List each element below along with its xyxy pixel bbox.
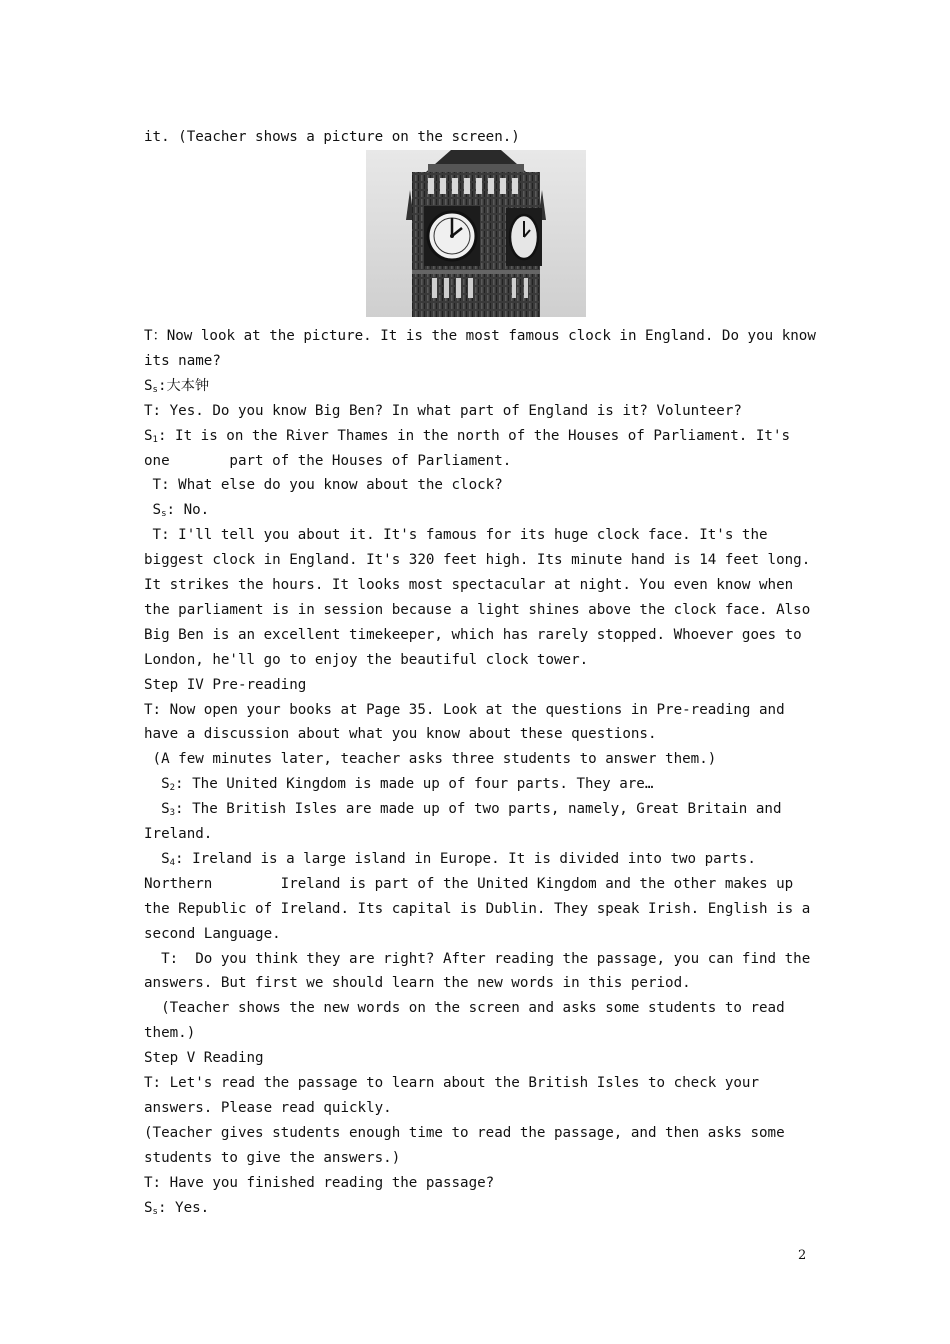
line-text: the parliament is in session because a light shines above the clock face. Also	[144, 601, 811, 618]
text-line	[144, 352, 221, 370]
text-line	[144, 501, 209, 519]
text-line	[144, 800, 782, 818]
line-text: : Ireland is a large island in Europe. It is divided into two parts.	[175, 850, 756, 867]
text-line	[144, 999, 785, 1017]
text-line	[144, 526, 768, 544]
text-line	[144, 925, 281, 943]
speaker-label: S	[144, 502, 162, 519]
text-line	[144, 576, 793, 594]
line-text: Step IV Pre-reading	[144, 676, 307, 693]
text-line	[144, 651, 588, 669]
line-text: (A few minutes later, teacher asks three students to answer them.)	[144, 751, 717, 768]
text-line	[144, 1074, 759, 1092]
line-text: the Republic of Ireland. Its capital is Dublin. They speak Irish. English is a	[144, 900, 811, 917]
line-text: Ireland.	[144, 826, 213, 842]
text-line	[144, 1149, 400, 1167]
line-text: answers. But first we should learn the new words in this period.	[144, 975, 691, 992]
text-line	[144, 1049, 264, 1067]
speaker-subscript: s	[152, 384, 158, 395]
text-line	[144, 1099, 392, 1117]
line-text: (Teacher gives students enough time to read the passage, and then asks some	[144, 1124, 785, 1141]
speaker-subscript: s	[152, 1206, 158, 1217]
line-text: T：Now look at the picture. It is the most famous clock in England. Do you know	[144, 328, 816, 344]
text-line	[144, 626, 802, 644]
speaker-label: S	[144, 801, 170, 818]
text-line	[144, 427, 790, 445]
line-text: T: Yes. Do you know Big Ben? In what part of England is it? Volunteer?	[144, 402, 742, 419]
text-line	[144, 452, 511, 470]
line-text: T: Let's read the passage to learn about the British Isles to check your	[144, 1075, 759, 1091]
line-text: students to give the answers.)	[144, 1149, 401, 1166]
line-text: Step V Reading	[144, 1050, 264, 1067]
line-text: : It is on the River Thames in the north of the Houses of Parliament. It's	[157, 427, 791, 444]
speaker-label: S	[144, 427, 153, 444]
speaker-subscript: 2	[169, 783, 176, 794]
line-text: Big Ben is an excellent timekeeper, which has rarely stopped. Whoever goes to	[144, 626, 802, 643]
text-line	[144, 775, 653, 793]
text-line	[144, 750, 716, 768]
speaker-subscript: s	[161, 509, 167, 520]
line-text: It strikes the hours. It looks most spectacular at night. You even know when	[144, 577, 794, 593]
line-text: (Teacher shows the new words on the screen and asks some students to read	[144, 1000, 785, 1017]
line-text: : Yes.	[157, 1199, 210, 1216]
text-line	[144, 128, 520, 146]
speaker-subscript: 4	[169, 857, 176, 868]
text-line	[144, 676, 306, 694]
text-line	[144, 601, 810, 619]
text-line	[144, 950, 810, 968]
text-line	[144, 1199, 209, 1217]
speaker-label: S	[144, 776, 170, 793]
line-text: its name?	[144, 352, 221, 369]
speaker-label: S	[144, 850, 170, 867]
text-line	[144, 377, 209, 395]
line-text: : No.	[166, 502, 210, 519]
text-line	[144, 825, 212, 843]
speaker-subscript: 3	[169, 808, 176, 819]
text-line	[144, 476, 503, 494]
line-text: T: I'll tell you about it. It's famous for its huge clock face. It's the	[144, 527, 768, 544]
line-text: second Language.	[144, 925, 281, 942]
text-line	[144, 725, 657, 743]
line-text: them.)	[144, 1025, 196, 1042]
speaker-subscript: 1	[152, 434, 158, 445]
big-ben-clock-tower-image	[366, 150, 586, 317]
line-text: London, he'll go to enjoy the beautiful clock tower.	[144, 651, 589, 668]
line-text: : The British Isles are made up of two parts, namely, Great Britain and	[175, 801, 782, 818]
line-text: T: What else do you know about the clock?	[144, 477, 503, 494]
text-line	[144, 974, 691, 992]
text-line	[144, 551, 810, 569]
line-text: T: Do you think they are right? After reading the passage, you can find the	[144, 950, 811, 967]
text-line	[144, 1024, 195, 1042]
text-line	[144, 1124, 785, 1142]
line-text: one part of the Houses of Parliament.	[144, 452, 512, 469]
text-line	[144, 875, 793, 893]
text-line	[144, 402, 742, 420]
text-line	[144, 701, 785, 719]
text-line	[144, 1174, 494, 1192]
line-text: it. (Teacher shows a picture on the screen.)	[144, 129, 520, 145]
line-text: T: Now open your books at Page 35. Look at the questions in Pre-reading and	[144, 701, 785, 718]
line-text: biggest clock in England. It's 320 feet high. Its minute hand is 14 feet long.	[144, 552, 811, 569]
line-text: :大本钟	[157, 377, 210, 394]
text-line	[144, 900, 810, 918]
line-text: : The United Kingdom is made up of four parts. They are…	[175, 776, 654, 793]
line-text: Northern Ireland is part of the United Kingdom and the other makes up	[144, 875, 794, 892]
speaker-label: S	[144, 377, 153, 394]
line-text: answers. Please read quickly.	[144, 1099, 392, 1116]
speaker-label: S	[144, 1199, 153, 1216]
line-text: T: Have you finished reading the passage?	[144, 1174, 495, 1191]
text-line	[144, 327, 816, 345]
line-text: have a discussion about what you know about these questions.	[144, 726, 657, 743]
text-line	[144, 850, 756, 868]
page-number: 2	[798, 1248, 807, 1263]
